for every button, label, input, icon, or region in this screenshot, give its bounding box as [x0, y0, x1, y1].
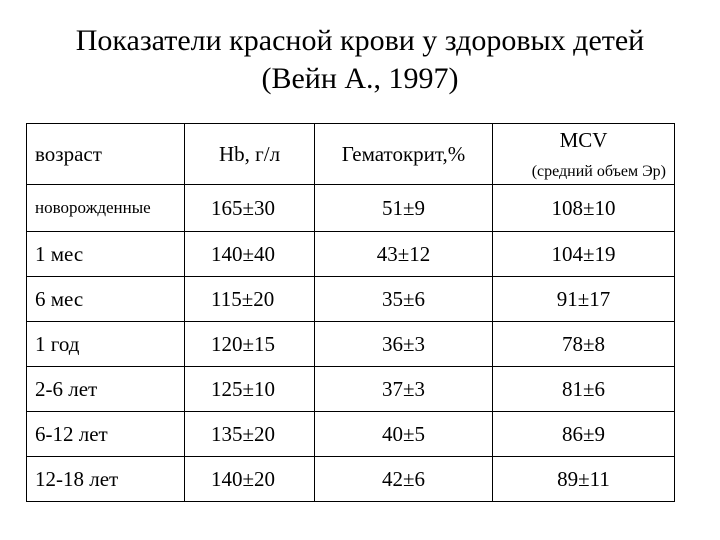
cell-hematocrit: 40±5 — [315, 412, 493, 457]
cell-age: 6 мес — [27, 277, 185, 322]
table-row — [27, 185, 675, 232]
title-line-2: (Вейн А., 1997) — [261, 62, 459, 95]
header-mcv-label: MCV — [559, 127, 608, 152]
cell-hb: 135±20 — [185, 412, 315, 457]
cell-hb: 115±20 — [185, 277, 315, 322]
cell-hematocrit: 51±9 — [315, 185, 493, 232]
cell-mcv: 81±6 — [493, 367, 675, 412]
header-age: возраст — [27, 124, 185, 185]
header-hematocrit: Гематокрит,% — [315, 124, 493, 185]
cell-hb: 165±30 — [185, 185, 315, 232]
cell-mcv: 108±10 — [493, 185, 675, 232]
cell-hematocrit: 35±6 — [315, 277, 493, 322]
header-hb: Hb, г/л — [185, 124, 315, 185]
title-line-1: Показатели красной крови у здоровых детей — [75, 24, 645, 57]
cell-mcv: 104±19 — [493, 232, 675, 277]
slide-title — [0, 22, 720, 98]
cell-age: 1 год — [27, 322, 185, 367]
table-row — [27, 322, 675, 367]
cell-hb: 120±15 — [185, 322, 315, 367]
cell-hb: 125±10 — [185, 367, 315, 412]
table-row — [27, 457, 675, 502]
cell-hematocrit: 37±3 — [315, 367, 493, 412]
cell-mcv: 89±11 — [493, 457, 675, 502]
cell-hematocrit: 42±6 — [315, 457, 493, 502]
header-mcv — [493, 124, 675, 185]
header-mcv-subtitle: (средний объем Эр) — [531, 162, 666, 180]
table-row — [27, 412, 675, 457]
cell-mcv: 78±8 — [493, 322, 675, 367]
cell-age: 2-6 лет — [27, 367, 185, 412]
table-row — [27, 277, 675, 322]
cell-hematocrit: 36±3 — [315, 322, 493, 367]
red-blood-indices-table — [26, 123, 675, 502]
cell-hb: 140±20 — [185, 457, 315, 502]
cell-mcv: 86±9 — [493, 412, 675, 457]
cell-hematocrit: 43±12 — [315, 232, 493, 277]
cell-age: 1 мес — [27, 232, 185, 277]
table-header-row — [27, 124, 675, 185]
cell-age: 12-18 лет — [27, 457, 185, 502]
cell-age: новорожденные — [27, 185, 185, 232]
cell-mcv: 91±17 — [493, 277, 675, 322]
cell-age: 6-12 лет — [27, 412, 185, 457]
table-row — [27, 367, 675, 412]
cell-hb: 140±40 — [185, 232, 315, 277]
table-row — [27, 232, 675, 277]
